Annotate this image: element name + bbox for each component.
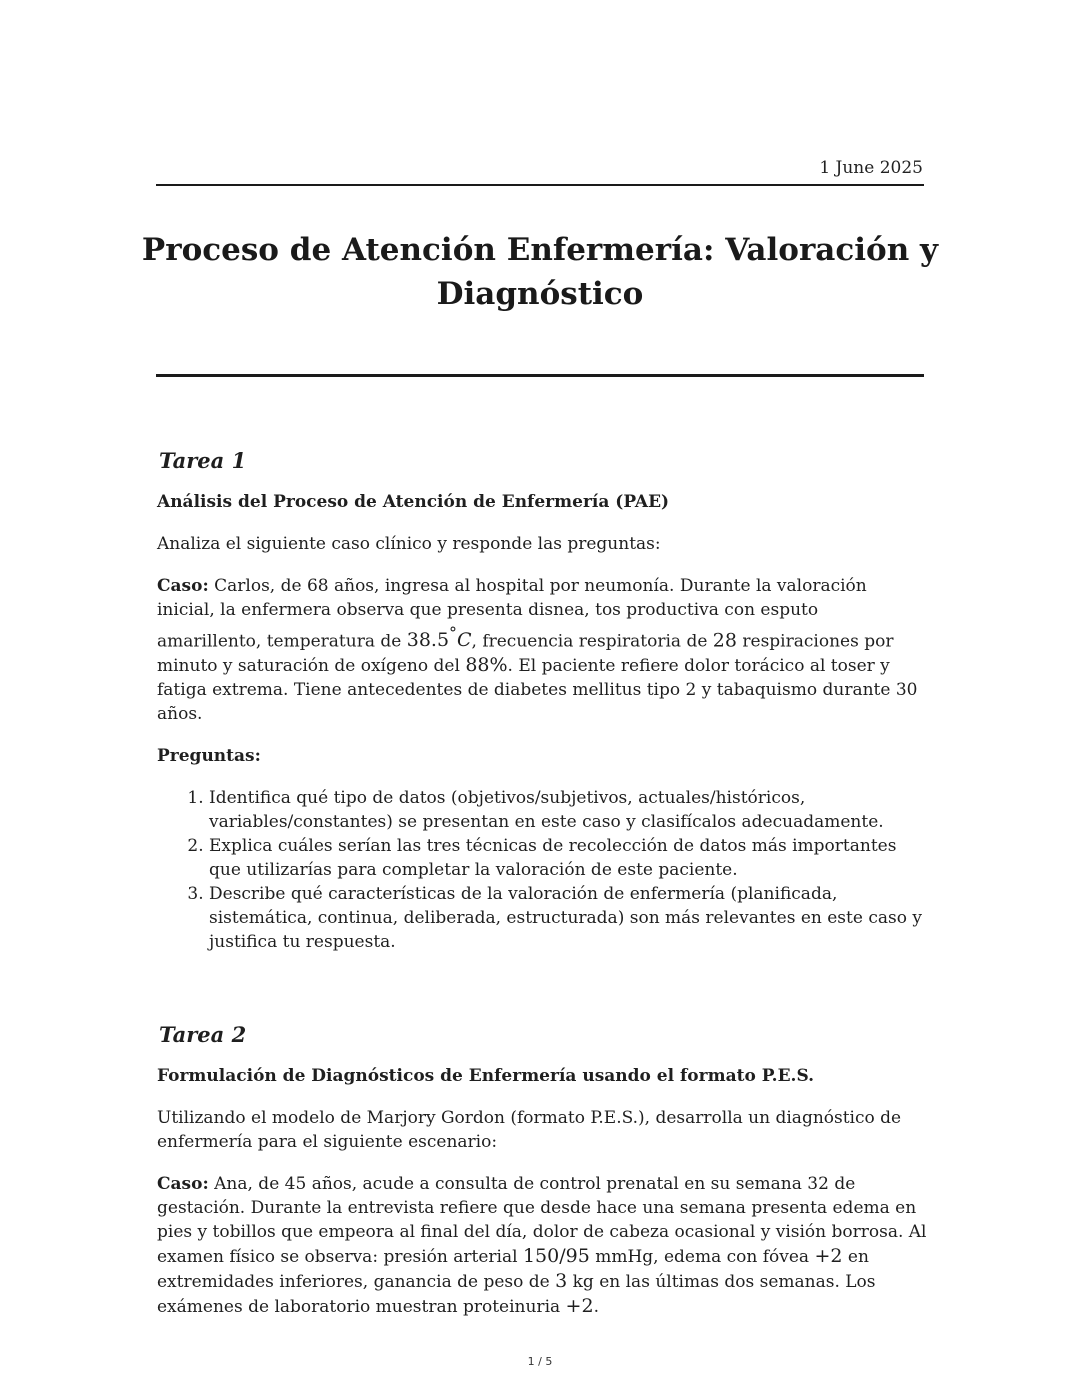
task-2-intro: Utilizando el modelo de Marjory Gordon (formato P.E.S.), desarrolla un diagnóstico de enfermería para el siguiente escenario: bbox=[157, 1108, 902, 1153]
task-1-section bbox=[157, 444, 927, 954]
task-1-case-text-2: , frecuencia respiratoria de bbox=[471, 631, 713, 652]
question-item: 3. Describe qué características de la valoración de enfermería (planificada, sistemática, continua, deliberada, estructurada) son más relevantes en este caso y justifica tu respuesta. bbox=[209, 882, 927, 954]
task-1-case-text-3: respiraciones por minuto y saturación de oxígeno del bbox=[157, 631, 894, 677]
degree-symbol: ° bbox=[449, 624, 457, 643]
task-1-case-text-4: . El paciente refiere dolor torácico al toser y fatiga extrema. Tiene antecedentes de diabetes mellitus tipo 2 y tabaquismo durante 30 años. bbox=[157, 656, 918, 725]
header-date: 1 June 2025 bbox=[819, 158, 923, 178]
task-1-subtitle: Análisis del Proceso de Atención de Enfermería (PAE) bbox=[157, 492, 670, 512]
blood-pressure-value: 150/95 bbox=[522, 1245, 590, 1268]
document-body bbox=[157, 444, 927, 1319]
temperature-value bbox=[406, 624, 472, 652]
temperature-number: 38.5 bbox=[406, 629, 450, 652]
task-1-case bbox=[157, 574, 927, 726]
task-2-case-text-2: mmHg, edema con fóvea bbox=[589, 1247, 815, 1268]
task-2-section bbox=[157, 1018, 927, 1319]
respiratory-rate-value: 28 bbox=[712, 629, 737, 652]
temperature-unit: C bbox=[456, 629, 472, 652]
page-number: 1 / 5 bbox=[527, 1355, 553, 1368]
task-1-heading: Tarea 1 bbox=[159, 448, 247, 473]
task-2-case-text-4: kg en las últimas dos semanas. Los exámenes de laboratorio muestran proteinuria bbox=[157, 1272, 876, 1318]
task-1-case-label: Caso: bbox=[157, 576, 209, 596]
task-2-case-text-1: Ana, de 45 años, acude a consulta de control prenatal en su semana 32 de gestación. Durante la entrevista refiere que desde hace una semana presenta edema en pies y tobillos que empeora al final del día, dolor de cabeza ocasional y visión borrosa. Al examen físico se observa: presión arterial bbox=[157, 1174, 927, 1268]
proteinuria-value: +2 bbox=[565, 1295, 594, 1318]
task-2-subtitle: Formulación de Diagnósticos de Enfermería usando el formato P.E.S. bbox=[157, 1066, 815, 1087]
task-2-case bbox=[157, 1172, 927, 1319]
task-1-questions-label: Preguntas: bbox=[157, 746, 261, 767]
question-item: 1. Identifica qué tipo de datos (objetivos/subjetivos, actuales/históricos, variables/constantes) se presentan en este caso y clasifícalos adecuadamente. bbox=[209, 786, 927, 834]
task-2-case-text-5: . bbox=[593, 1297, 599, 1318]
task-2-heading: Tarea 2 bbox=[159, 1022, 247, 1048]
edema-grade-value: +2 bbox=[814, 1245, 843, 1268]
task-1-case-text-1: Carlos, de 68 años, ingresa al hospital por neumonía. Durante la valoración inicial, la enfermera observa que presenta disnea, tos productiva con esputo amarillento, temperatura de bbox=[157, 576, 867, 652]
question-item: 2. Explica cuáles serían las tres técnicas de recolección de datos más importantes que utilizarías para completar la valoración de este paciente. bbox=[209, 834, 927, 882]
weight-gain-value: 3 bbox=[555, 1270, 568, 1293]
task-1-intro: Analiza el siguiente caso clínico y responde las preguntas: bbox=[157, 534, 661, 554]
task-1-questions-list bbox=[157, 786, 927, 954]
task-2-case-label: Caso: bbox=[157, 1174, 209, 1195]
title-rule bbox=[156, 374, 924, 377]
header-rule bbox=[156, 184, 924, 186]
document-title: Proceso de Atención Enfermería: Valoración y Diagnóstico bbox=[141, 232, 939, 312]
saturation-value: 88% bbox=[465, 654, 508, 677]
task-2-case-text-3: en extremidades inferiores, ganancia de peso de bbox=[157, 1247, 869, 1293]
